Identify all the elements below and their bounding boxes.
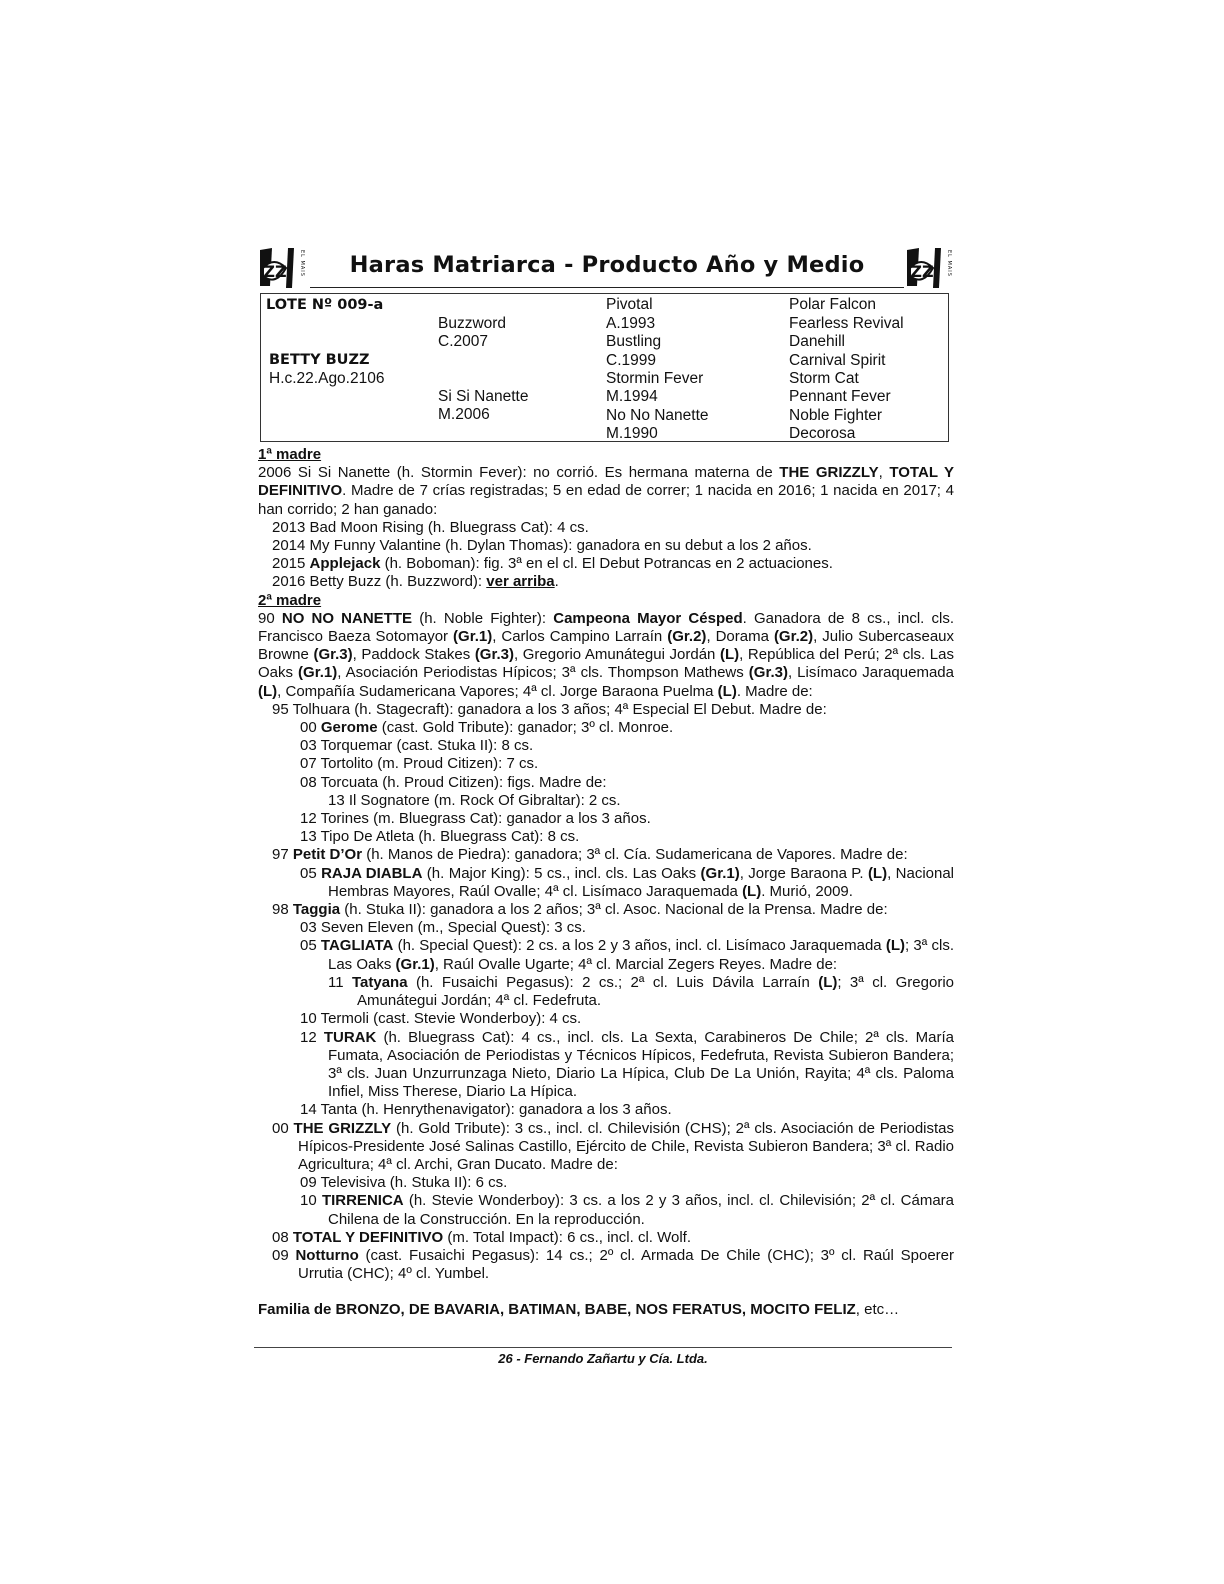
text-run: 11	[328, 973, 352, 991]
bold-text: Applejack	[309, 555, 381, 573]
grandparent-cell: Bustling	[606, 333, 662, 350]
text-run: 14 Tanta (h. Henrythenavigator): ganadora a los 3 años.	[300, 1101, 672, 1119]
pedigree-notes	[258, 446, 954, 1320]
logo-monogram: ZZ	[263, 262, 287, 281]
offspring-line	[258, 555, 954, 573]
great-grandparent-cell: Polar Falcon	[789, 296, 877, 313]
logo-monogram: ZZ	[910, 262, 934, 281]
logo-side-text: EL MAIS	[946, 250, 952, 277]
text-run: ; 3ª cl. Gregorio Amunátegui Jordán; 4ª cl. Fedefruta.	[357, 973, 954, 1010]
lot-number: LOTE Nº 009-a	[266, 297, 384, 313]
text-run: 2016 Betty Buzz (h. Buzzword):	[272, 573, 487, 591]
text-run: , Jorge Baraona P.	[739, 864, 868, 882]
text-run: 08	[272, 1228, 293, 1246]
text-run: , Paddock Stakes	[352, 646, 475, 664]
footer-rule	[254, 1347, 952, 1348]
bold-text: (L)	[258, 682, 278, 700]
great-grandparent-cell: Storm Cat	[789, 370, 859, 387]
dam-name: Si Si Nanette	[438, 388, 529, 405]
text-run: (h. Stuka II): ganadora a los 2 años; 3ª cl. Asoc. Nacional de la Prensa. Madre de:	[340, 901, 888, 919]
sire-name: Buzzword	[438, 315, 507, 332]
title-rule	[310, 287, 904, 288]
bold-text: Petit D’Or	[292, 846, 363, 864]
bold-text: Familia de BRONZO, DE BAVARIA, BATIMAN, BABE, NOS FERATUS, MOCITO FELIZ	[258, 1301, 856, 1319]
text-run: (h. Manos de Piedra): ganadora; 3ª cl. Cía. Sudamericana de Vapores. Madre de:	[362, 846, 908, 864]
bold-text: THE GRIZZLY	[293, 1119, 392, 1137]
bold-text: TAGLIATA	[320, 937, 394, 955]
horse-info: H.c.22.Ago.2106	[269, 370, 385, 387]
descendant-list	[258, 701, 954, 1284]
bold-text: Tatyana	[351, 973, 408, 991]
bold-text: (Gr.2)	[667, 628, 707, 646]
text-run: , Raúl Ovalle Ugarte; 4ª cl. Marcial Zegers Reyes. Madre de:	[434, 955, 838, 973]
grandparent-cell: M.1990	[606, 425, 658, 442]
bold-text: TIRRENICA	[321, 1192, 404, 1210]
text-run: , Nacional Hembras Mayores, Raúl Ovalle; 4ª cl. Lisímaco Jaraquemada	[328, 864, 955, 900]
text-run: 10	[300, 1192, 322, 1210]
descendant-line	[258, 774, 954, 792]
offspring-line	[258, 537, 954, 555]
text-run: (h. Noble Fighter):	[412, 609, 554, 627]
descendant-line	[258, 1247, 954, 1283]
great-grandparent-cell: Fearless Revival	[789, 315, 904, 332]
text-run: (m. Total Impact): 6 cs., incl. cl. Wolf.	[443, 1228, 692, 1246]
haras-logo-left	[258, 246, 308, 290]
first-dam-heading: 1ª madre	[258, 446, 322, 463]
descendant-line	[258, 865, 954, 901]
grandparent-cell: C.1999	[606, 352, 656, 369]
bold-text: Notturno	[295, 1246, 359, 1264]
second-dam-heading: 2ª madre	[258, 591, 322, 609]
bold-text: Campeona Mayor Césped	[553, 609, 743, 627]
grandparent-cell: M.1994	[606, 388, 658, 405]
text-run: 10 Termoli (cast. Stevie Wonderboy): 4 cs.	[300, 1010, 582, 1028]
text-run: 97	[272, 846, 293, 864]
bold-text: Gerome	[320, 719, 378, 737]
text-run: 13 Tipo De Atleta (h. Bluegrass Cat): 8 cs.	[300, 828, 580, 846]
bold-text: (L)	[885, 937, 906, 955]
text-run: , Compañía Sudamericana Vapores; 4ª cl. Jorge Baraona Puelma	[277, 682, 718, 700]
descendant-line	[258, 828, 954, 846]
text-run: , etc…	[855, 1301, 900, 1319]
descendant-line	[258, 901, 954, 919]
text-run: ; 3ª cls. Las Oaks	[328, 937, 954, 973]
text-run: 00	[272, 1119, 294, 1137]
bold-text: (Gr.2)	[773, 628, 814, 646]
descendant-line	[258, 701, 954, 719]
text-run: , Carlos Campino Larraín	[492, 628, 668, 646]
bold-text: (Gr.3)	[474, 646, 514, 664]
bold-text: RAJA DIABLA	[321, 864, 423, 882]
text-run: 95 Tolhuara (h. Stagecraft): ganadora a los 3 años; 4ª Especial El Debut. Madre de:	[272, 700, 827, 718]
descendant-line	[258, 1029, 954, 1102]
page-footer: 26 - Fernando Zañartu y Cía. Ltda.	[498, 1351, 708, 1366]
bold-text: ver arriba	[486, 573, 555, 591]
bold-text: TOTAL Y DEFINITIVO	[292, 1228, 444, 1246]
bold-text: NO NO NANETTE	[281, 609, 413, 627]
descendant-line	[258, 1174, 954, 1192]
bold-text: (L)	[742, 882, 762, 900]
text-run: (h. Gold Tribute): 3 cs., incl. cl. Chilevisión (CHS); 2ª cls. Asociación de Periodistas Hípicos-Presidente José Salinas Castillo, Ejército de Chile, Revista Subieron Bandera; 3ª cl. Radio Agricultura; 4ª cl. Archi, Gran Ducato. Madre de:	[298, 1119, 955, 1173]
text-run: 13 Il Sognatore (m. Rock Of Gibraltar): 2 cs.	[328, 791, 621, 809]
text-run: (h. Major King): 5 cs., incl. cls. Las Oaks	[422, 864, 701, 882]
descendant-line	[258, 792, 954, 810]
first-dam-offspring	[258, 519, 954, 592]
great-grandparent-cell: Noble Fighter	[789, 407, 883, 424]
horse-name: BETTY BUZZ	[269, 352, 370, 368]
text-run: 12	[300, 1028, 324, 1046]
grandparent-cell: Pivotal	[606, 296, 653, 313]
text-run: 00	[300, 719, 321, 737]
text-run: 12 Torines (m. Bluegrass Cat): ganador a los 3 años.	[300, 810, 651, 828]
sire-info: C.2007	[438, 333, 488, 350]
descendant-line	[258, 937, 954, 973]
bold-text: (Gr.3)	[748, 664, 788, 682]
bold-text: TOTAL Y DEFINITIVO	[258, 464, 954, 500]
great-grandparent-cell: Danehill	[789, 333, 846, 350]
text-run: 08 Torcuata (h. Proud Citizen): figs. Madre de:	[300, 773, 607, 791]
text-run: . Madre de:	[736, 682, 813, 700]
descendant-line	[258, 974, 954, 1010]
text-run: (h. Boboman): fig. 3ª en el cl. El Debut Potrancas en 2 actuaciones.	[380, 555, 833, 573]
text-run: , Dorama	[706, 628, 774, 646]
text-run: 90	[258, 609, 282, 627]
text-run: 2015	[272, 555, 310, 573]
descendant-line	[258, 1101, 954, 1119]
text-run: (cast. Fusaichi Pegasus): 14 cs.; 2º cl. Armada De Chile (CHC); 3º cl. Raúl Spoerer Urrutia (CHC); 4º cl. Yumbel.	[298, 1246, 954, 1283]
offspring-line	[258, 519, 954, 537]
text-run: 09	[272, 1246, 296, 1264]
descendant-line	[258, 719, 954, 737]
family-line	[258, 1301, 954, 1319]
text-run: (h. Special Quest): 2 cs. a los 2 y 3 años, incl. cl. Lisímaco Jaraquemada	[393, 937, 886, 955]
descendant-line	[258, 810, 954, 828]
text-run: (h. Bluegrass Cat): 4 cs., incl. cls. La Sexta, Carabineros De Chile; 2ª cls. María Fumata, Asociación de Periodistas y Técnicos Hípicos, Fedefruta, Revista Subieron Bandera; 3ª cls. Juan Unzurrunzaga Nieto, Diario La Hípica, Club De La Unión, Rayita; 4ª cls. Paloma Infiel, Miss Therese, Diario La Hípica.	[328, 1028, 954, 1101]
text-run: 05	[300, 864, 322, 882]
text-run: . Murió, 2009.	[761, 882, 853, 900]
text-run: (h. Stevie Wonderboy): 3 cs. a los 2 y 3 años, incl. cl. Chilevisión; 2ª cl. Cámara Chilena de la Construcción. En la reproducción.	[328, 1192, 954, 1228]
descendant-line	[258, 1010, 954, 1028]
text-run: 2013 Bad Moon Rising (h. Bluegrass Cat): 4 cs.	[272, 518, 589, 536]
pedigree-box	[260, 293, 949, 442]
text-run: , Julio Subercaseaux Browne	[258, 628, 955, 664]
bold-text: (Gr.3)	[313, 646, 353, 664]
text-run: (cast. Gold Tribute): ganador; 3º cl. Monroe.	[377, 719, 674, 737]
bold-text: (L)	[818, 973, 838, 991]
great-grandparent-cell: Carnival Spirit	[789, 352, 886, 369]
spacer	[258, 1283, 954, 1301]
grandparent-cell: A.1993	[606, 315, 656, 332]
haras-logo-right	[905, 246, 955, 290]
bold-text: THE GRIZZLY	[779, 464, 879, 482]
bold-text: (Gr.1)	[453, 628, 493, 646]
descendant-line	[258, 737, 954, 755]
text-run: , Lisímaco Jaraquemada	[787, 664, 954, 682]
logo-side-text: EL MAIS	[299, 250, 305, 277]
text-run: , Asociación Periodistas Hípicos; 3ª cls. Thompson Mathews	[337, 664, 749, 682]
grandparent-cell: Stormin Fever	[606, 370, 704, 387]
grandparent-cell: No No Nanette	[606, 407, 709, 424]
text-run: 98	[272, 901, 293, 919]
text-run: 03 Torquemar (cast. Stuka II): 8 cs.	[300, 737, 534, 755]
great-grandparent-cell: Pennant Fever	[789, 388, 891, 405]
bold-text: (L)	[867, 864, 888, 882]
first-dam-paragraph	[258, 464, 954, 519]
text-run: . Ganadora de 8 cs., incl. cls. Francisco Baeza Sotomayor	[258, 609, 955, 646]
text-run: , Gregorio Amunátegui Jordán	[514, 646, 720, 664]
offspring-line	[258, 573, 954, 591]
bold-text: (L)	[719, 646, 740, 664]
bold-text: (Gr.1)	[700, 864, 740, 882]
descendant-line	[258, 846, 954, 864]
text-run: 2006 Si Si Nanette (h. Stormin Fever): no corrió. Es hermana materna de	[258, 464, 780, 482]
bold-text: (L)	[717, 682, 737, 700]
text-run: 03 Seven Eleven (m., Special Quest): 3 cs.	[300, 919, 586, 937]
second-dam-paragraph	[258, 610, 954, 701]
text-run: .	[554, 573, 559, 591]
dam-info: M.2006	[438, 406, 490, 423]
descendant-line	[258, 1120, 954, 1175]
descendant-line	[258, 1229, 954, 1247]
descendant-line	[258, 919, 954, 937]
text-run: 07 Tortolito (m. Proud Citizen): 7 cs.	[300, 755, 539, 773]
text-run: . Madre de 7 crías registradas; 5 en edad de correr; 1 nacida en 2016; 1 nacida en 2017; 4 han corrido; 2 han ganado:	[258, 482, 954, 518]
bold-text: (Gr.1)	[298, 664, 338, 682]
bold-text: TURAK	[323, 1028, 377, 1046]
text-run: 2014 My Funny Valantine (h. Dylan Thomas): ganadora en su debut a los 2 años.	[272, 537, 812, 555]
descendant-line	[258, 1192, 954, 1228]
bold-text: (Gr.1)	[395, 955, 435, 973]
text-run: ,	[878, 464, 890, 482]
text-run: (h. Fusaichi Pegasus): 2 cs.; 2ª cl. Luis Dávila Larraín	[407, 973, 819, 991]
text-run: 05	[300, 937, 321, 955]
bold-text: Taggia	[292, 901, 341, 919]
text-run: , República del Perú; 2ª cls. Las Oaks	[258, 646, 954, 682]
text-run: 09 Televisiva (h. Stuka II): 6 cs.	[300, 1174, 508, 1192]
descendant-line	[258, 755, 954, 773]
great-grandparent-cell: Decorosa	[789, 425, 856, 442]
page-title: Haras Matriarca - Producto Año y Medio	[349, 252, 865, 278]
